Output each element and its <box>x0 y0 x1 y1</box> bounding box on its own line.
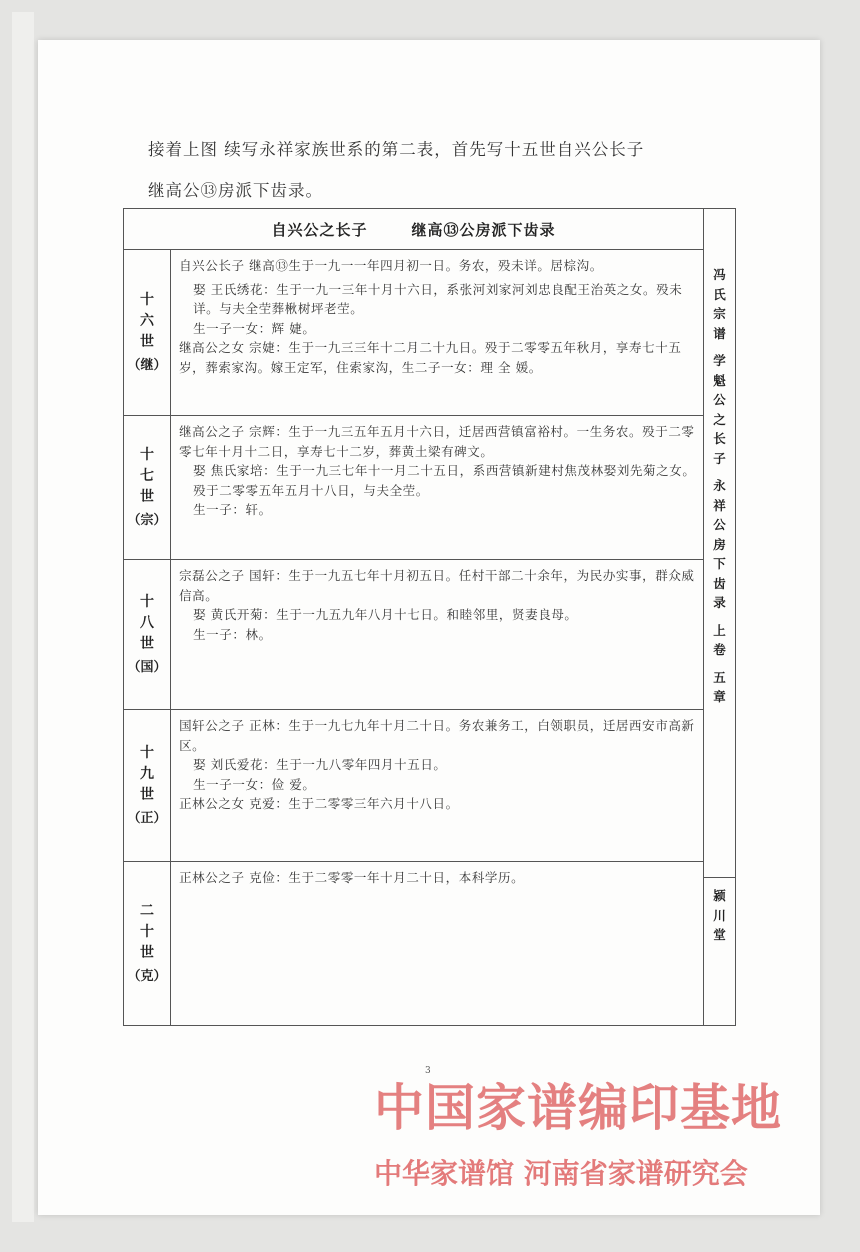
record-line: 娶 王氏绣花：生于一九一三年十月十六日，系张河刘家河刘忠良配王治英之女。殁未详。与夫全茔葬楸树坪老茔。 <box>193 281 683 316</box>
generation-record <box>171 250 704 416</box>
branch-label: （正） <box>127 810 167 826</box>
generation-row <box>124 416 736 560</box>
record-line: 娶 黄氏开菊：生于一九五九年八月十七日。和睦邻里，贤妻良母。 <box>193 607 578 622</box>
side-caption-part: 五章 <box>713 669 726 704</box>
generation-label-cell <box>124 250 171 416</box>
side-caption-part: 学魁公之长子 <box>713 353 726 466</box>
hall-name-cell <box>704 877 735 945</box>
watermark-title: 中国家谱编印基地 <box>374 1078 782 1137</box>
side-caption-part: 上卷 <box>713 622 726 657</box>
generation-label-cell <box>124 416 171 560</box>
branch-label: （宗） <box>127 512 167 528</box>
watermark-subtitle: 中华家谱馆 河南省家谱研究会 <box>374 1157 748 1190</box>
record-line: 生一子一女：俭 爱。 <box>193 776 316 792</box>
table-title-right: 继高⑬公房派下齿录 <box>411 220 556 239</box>
branch-label: （继） <box>127 357 167 373</box>
generation-row <box>124 710 736 862</box>
side-caption-part: 冯氏宗谱 <box>713 267 726 341</box>
hall-name: 颍川堂 <box>713 888 726 942</box>
record-line: 宗磊公之子 国轩：生于一九五七年十月初五日。任村干部二十余年，为民办实事，群众威信高。 <box>179 568 695 603</box>
side-column <box>703 209 735 1026</box>
record-line: 国轩公之子 正林：生于一九七九年十月二十日。务农兼务工，白领职员，迁居西安市高新区。 <box>179 718 695 753</box>
generation-label: 十七世 <box>140 446 155 505</box>
record-line: 正林公之女 克爱：生于二零零三年六月十八日。 <box>179 796 459 811</box>
branch-label: （国） <box>127 659 167 675</box>
generation-row <box>124 862 736 1026</box>
intro-line-1: 接着上图 续写永祥家族世系的第二表，首先写十五世自兴公长子 <box>148 140 645 159</box>
record-line: 娶 刘氏爱花：生于一九八零年四月十五日。 <box>193 757 447 772</box>
record-line: 自兴公长子 继高⑬生于一九一一年四月初一日。务农，殁未详。居棕沟。 <box>179 258 603 273</box>
generation-row <box>124 250 736 416</box>
table-title <box>124 209 704 250</box>
generation-label: 二十世 <box>140 902 155 961</box>
generation-label: 十八世 <box>140 593 155 652</box>
generation-label: 十六世 <box>140 291 155 350</box>
page-number: 3 <box>425 1066 431 1076</box>
record-line: 生一子：林。 <box>193 626 272 642</box>
record-line: 生一子：轩。 <box>193 502 272 517</box>
generation-record <box>171 862 704 1026</box>
branch-label: （克） <box>127 968 167 984</box>
table-title-left: 自兴公之长子 <box>271 220 368 239</box>
generation-record <box>171 710 704 862</box>
generation-record <box>171 416 704 560</box>
generation-label-cell <box>124 862 171 1026</box>
record-line: 继高公之子 宗辉：生于一九三五年五月十六日，迁居西营镇富裕村。一生务农。殁于二零零七年十月十二日，享寿七十二岁，葬黄土梁有碑文。 <box>179 424 695 459</box>
genealogy-table <box>123 208 736 1026</box>
intro-line-2: 继高公⑬房派下齿录。 <box>148 181 323 200</box>
generation-label: 十九世 <box>140 744 155 803</box>
page-edge <box>12 12 34 1222</box>
record-line: 娶 焦氏家培：生于一九三七年十一月二十五日，系西营镇新建村焦茂林娶刘先菊之女。殁于二零零五年五月十八日，与夫全茔。 <box>193 463 696 498</box>
record-line: 生一子一女：辉 婕。 <box>193 320 316 336</box>
record-line: 正林公之子 克俭：生于二零零一年十月二十日，本科学历。 <box>179 870 525 885</box>
generation-label-cell <box>124 710 171 862</box>
record-line: 继高公之女 宗婕：生于一九三三年十二月二十九日。殁于二零零五年秋月，享寿七十五岁，葬索家沟。嫁王定军，住索家沟，生二子一女：理 全 媛。 <box>179 340 682 375</box>
generation-row <box>124 560 736 710</box>
generation-label-cell <box>124 560 171 710</box>
side-caption-part: 永祥公房下齿录 <box>713 478 726 610</box>
side-caption <box>712 209 726 707</box>
generation-record <box>171 560 704 710</box>
